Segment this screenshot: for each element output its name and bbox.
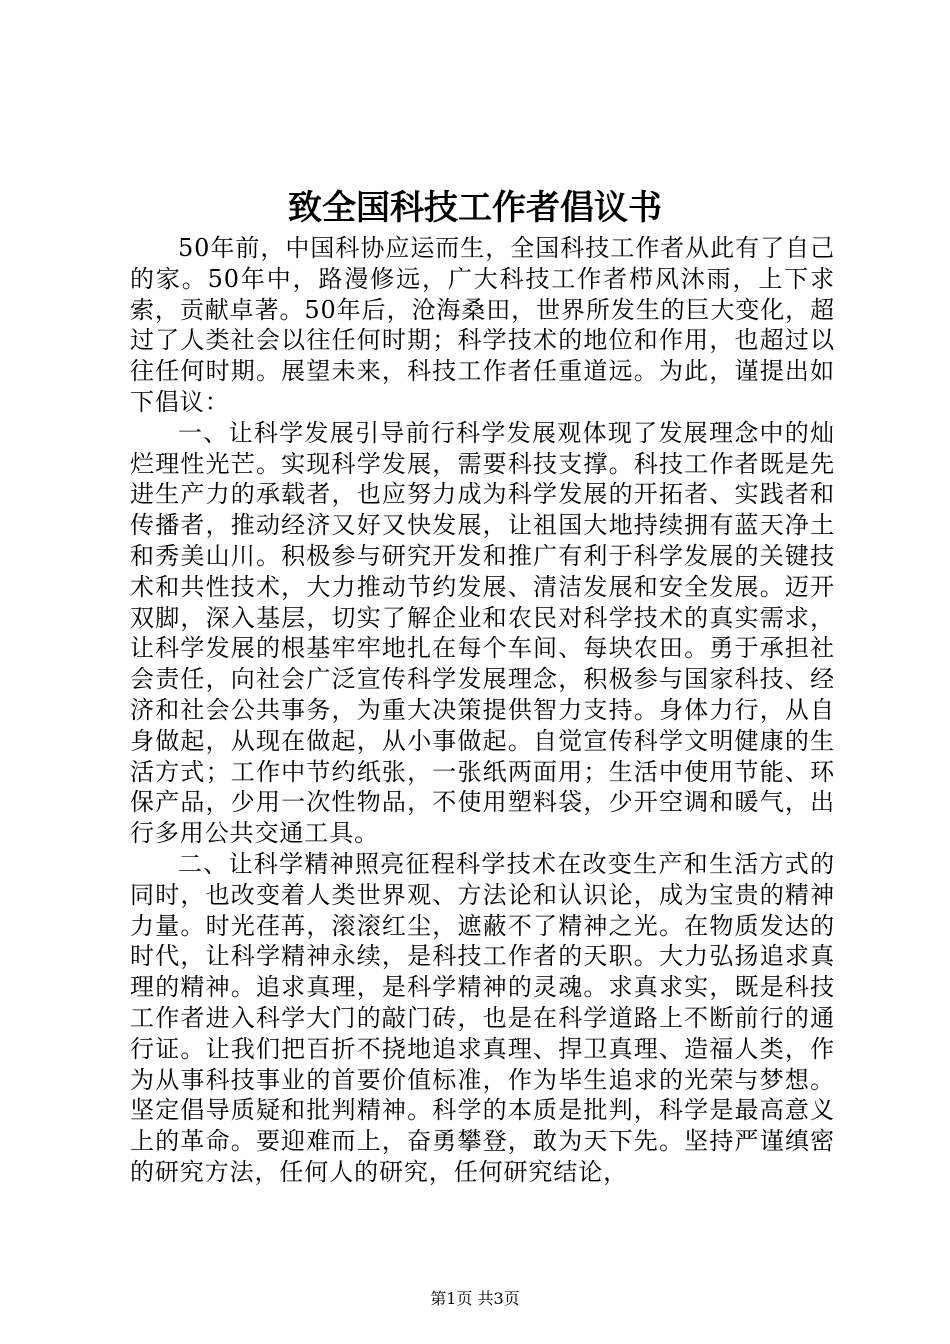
document-title: 致全国科技工作者倡议书 (288, 188, 662, 228)
paragraph-intro: 50年前，中国科协应运而生，全国科技工作者从此有了自己的家。50年中，路漫修远，广大科技工作者栉风沐雨，上下求索，贡献卓著。50年后，沧海桑田，世界所发生的巨大变化，超过了人类社会以往任何时期；科学技术的地位和作用，也超过以往任何时期。展望未来，科技工作者任重道远。为此，谨提出如下倡议： (130, 234, 835, 416)
page-footer (0, 1288, 950, 1310)
document-body (130, 233, 835, 1188)
paragraph-section-two: 二、让科学精神照亮征程科学技术在改变生产和生活方式的同时，也改变着人类世界观、方法论和认识论，成为宝贵的精神力量。时光荏苒，滚滚红尘，遮蔽不了精神之光。在物质发达的时代，让科学精神永续，是科技工作者的天职。大力弘扬追求真理的精神。追求真理，是科学精神的灵魂。求真求实，既是科技工作者进入科学大门的敲门砖，也是在科学道路上不断前行的通行证。让我们把百折不挠地追求真理、捍卫真理、造福人类，作为从事科技事业的首要价值标准，作为毕生追求的光荣与梦想。坚定倡导质疑和批判精神。科学的本质是批判，科学是最高意义上的革命。要迎难而上，奋勇攀登，敢为天下先。坚持严谨缜密的研究方法，任何人的研究，任何研究结论， (130, 849, 835, 1186)
paragraph-section-one: 一、让科学发展引导前行科学发展观体现了发展理念中的灿烂理性光芒。实现科学发展，需要科技支撑。科技工作者既是先进生产力的承载者，也应努力成为科学发展的开拓者、实践者和传播者，推动经济又好又快发展，让祖国大地持续拥有蓝天净土和秀美山川。积极参与研究开发和推广有利于科学发展的关键技术和共性技术，大力推动节约发展、清洁发展和安全发展。迈开双脚，深入基层，切实了解企业和农民对科学技术的真实需求，让科学发展的根基牢牢地扎在每个车间、每块农田。勇于承担社会责任，向社会广泛宣传科学发展理念，积极参与国家科技、经济和社会公共事务，为重大决策提供智力支持。身体力行，从自身做起，从现在做起，从小事做起。自觉宣传科学文明健康的生活方式；工作中节约纸张，一张纸两面用；生活中使用节能、环保产品，少用一次性物品，不使用塑料袋，少开空调和暖气，出行多用公共交通工具。 (130, 418, 835, 848)
page-number: 第1页 共3页 (430, 1289, 520, 1308)
